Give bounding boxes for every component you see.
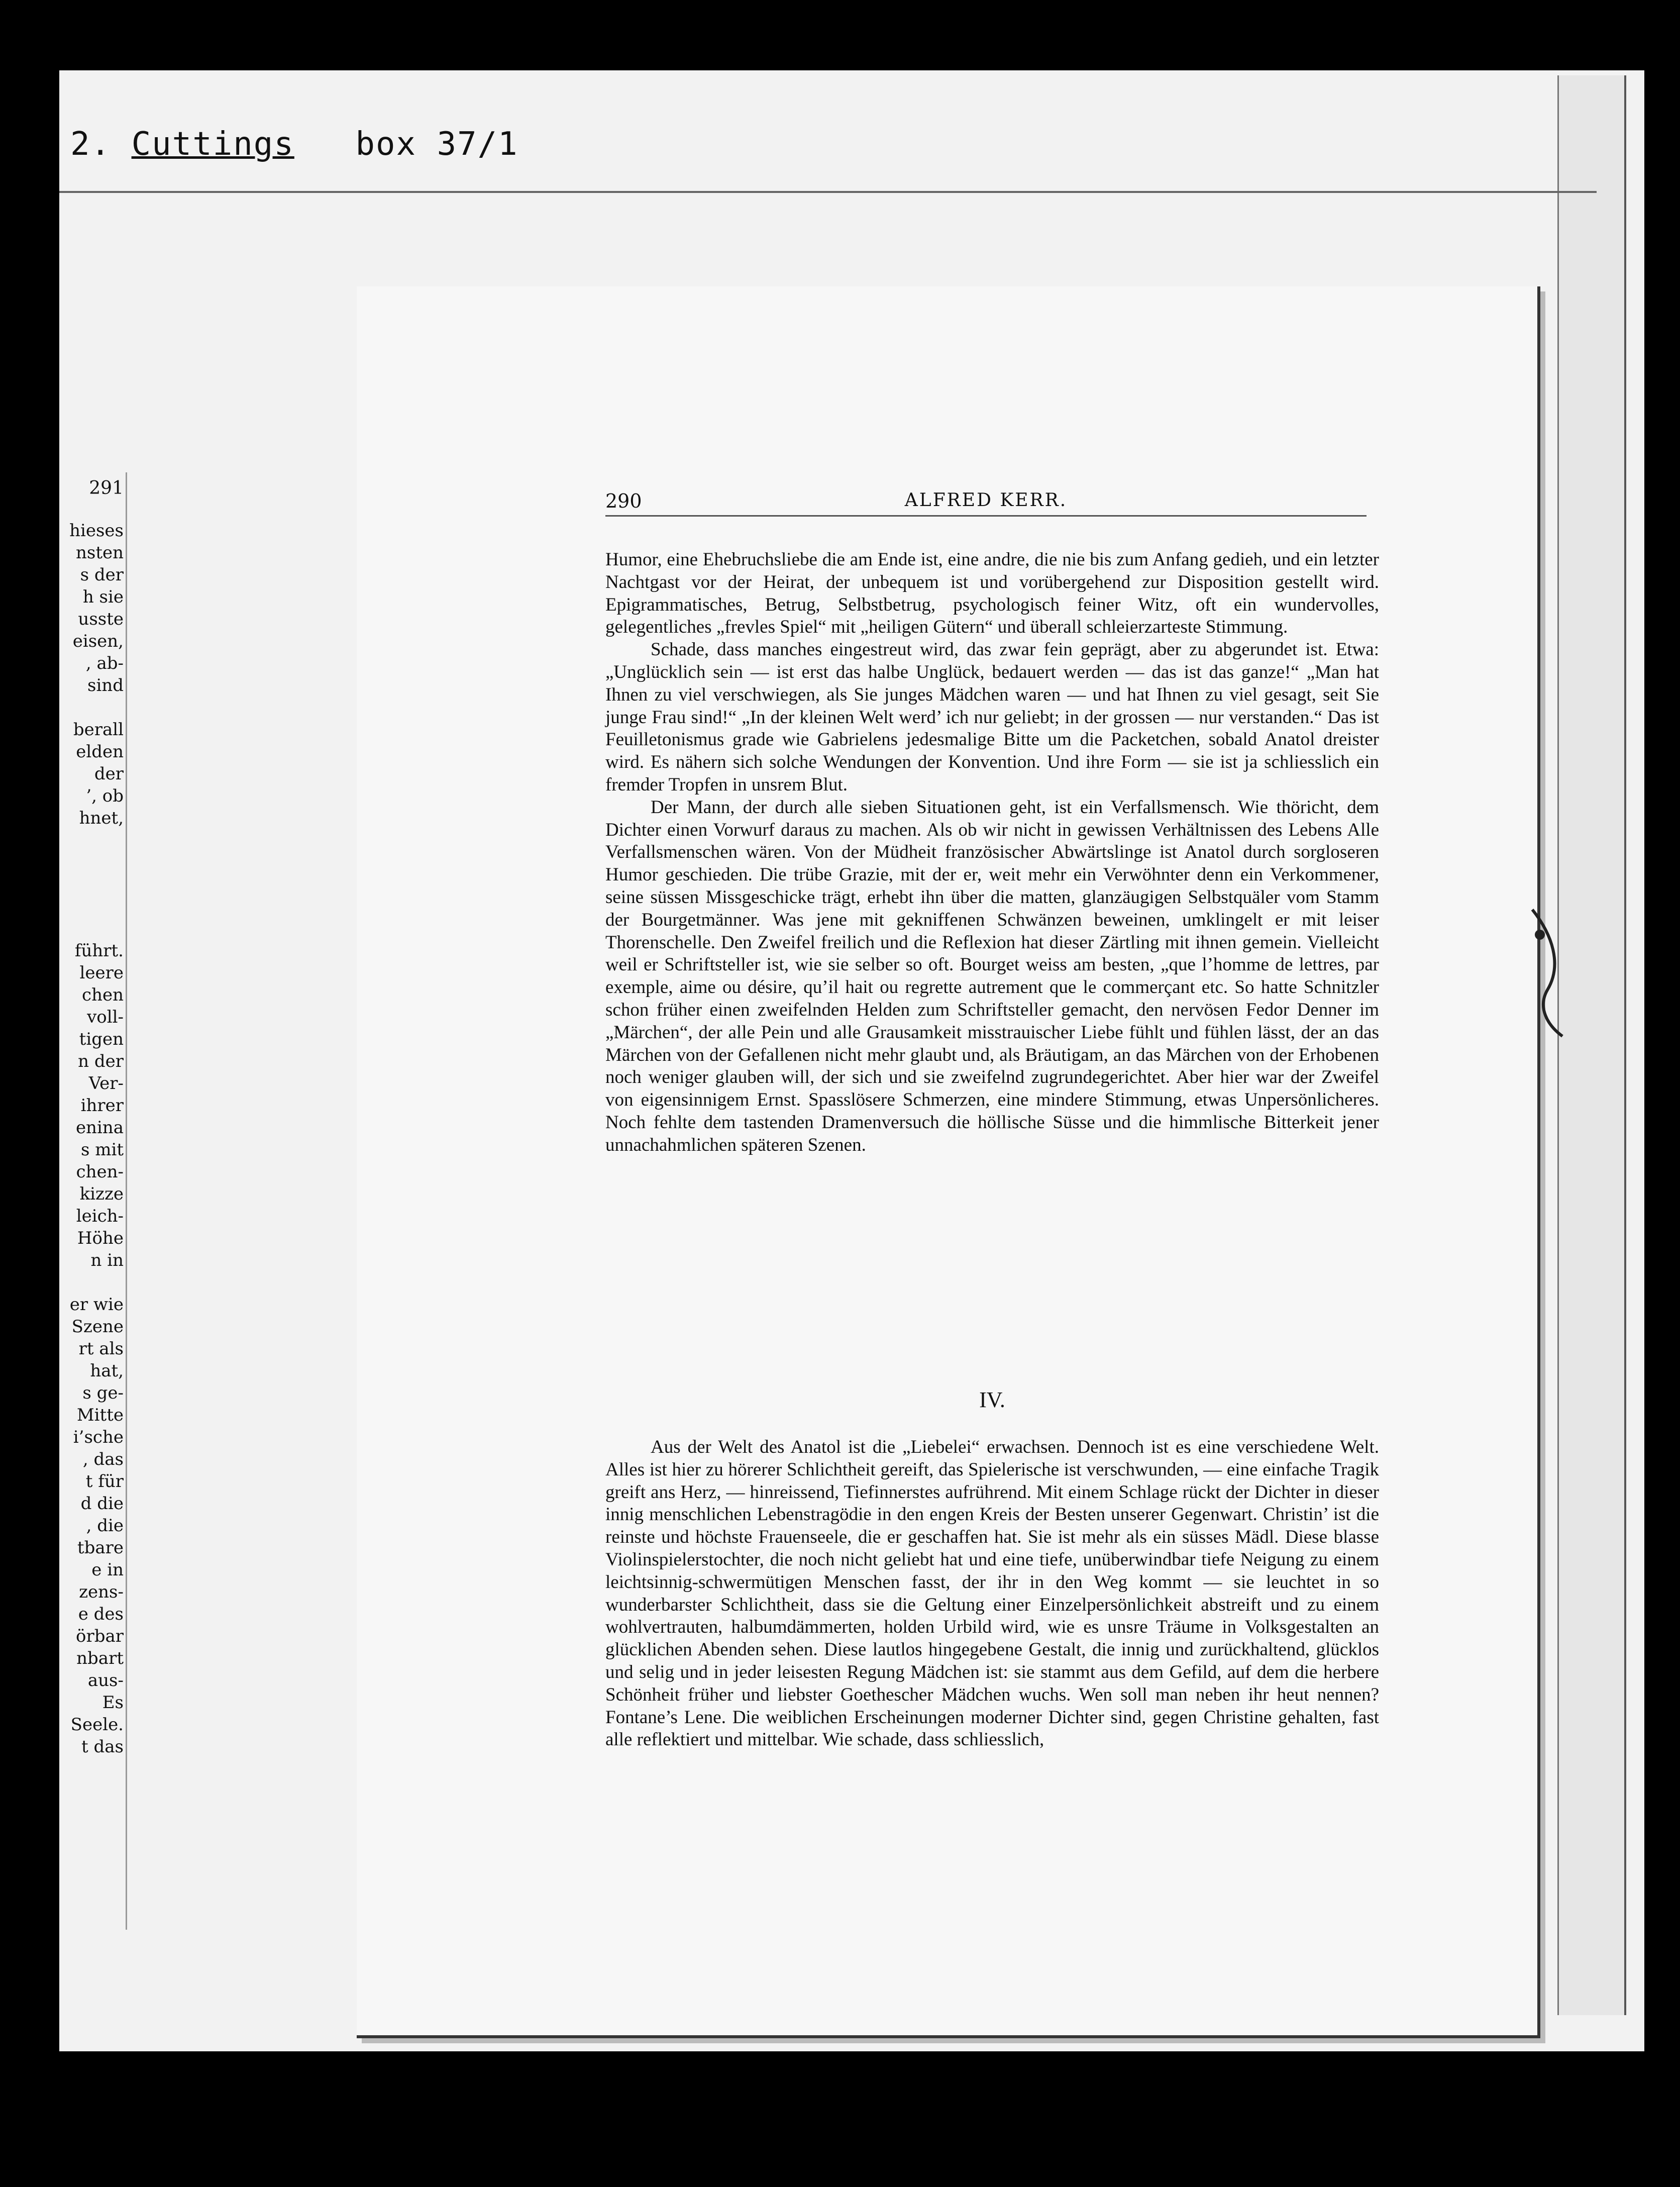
left-fragment-line: chen-: [76, 1162, 124, 1182]
left-fragment-line: n der: [78, 1051, 124, 1071]
left-fragment-line: führt.: [74, 941, 124, 961]
left-fragment-line: , die: [86, 1516, 124, 1536]
left-fragment-line: rt als: [78, 1339, 124, 1359]
left-fragment-gap: [59, 918, 124, 940]
left-fragment-line: enina: [75, 1118, 124, 1138]
page-number: 290: [605, 490, 642, 512]
left-fragment-line: e in: [91, 1560, 124, 1580]
left-fragment-line: i’sche: [73, 1427, 124, 1447]
label-category: Cuttings: [131, 126, 294, 163]
page-header: [605, 485, 1367, 517]
left-fragment-line: er wie: [69, 1295, 124, 1315]
left-fragment-gap: [59, 1271, 124, 1294]
left-fragment-line: eisen,: [72, 631, 124, 651]
left-fragment-line: tigen: [79, 1029, 124, 1049]
left-fragment-line: der: [94, 764, 124, 784]
left-fragment-line: t das: [81, 1737, 124, 1757]
left-fragment-gap: [59, 873, 124, 896]
left-fragment-gap: [59, 896, 124, 918]
left-fragment-line: elden: [76, 742, 124, 762]
left-fragment-line: s mit: [80, 1140, 124, 1160]
paragraph: Aus der Welt des Anatol ist die „Liebelei“ erwachsen. Dennoch ist es eine verschiedene Welt. Alles ist hier zu hörerer Schlichtheit gereift, das Spielerische ist verschwunden, — eine einfache Tragik greift ans Herz, — hinreissend, Tiefinnerstes aufrührend. Mit einem Schlage rückt der Dichter in dieser innig menschlichen Lebenstragödie in den engen Kreis der Besten unserer Gegenwart. Christin’ ist die reinste und höchste Frauenseele, die er geschaffen hat. Sie ist mehr als ein süsses Mädl. Diese blasse Violinspielerstochter, die noch nicht geliebt hat und eine tiefe, unüberwindbar tiefe Neigung zu einem leichtsinnig-schwermütigen Menschen fasst, der ihr in den Weg kommt — sie leuchtet in so wunderbarster Schlichtheit, dass sie die Geltung einer Einzelpersönlichkeit abstreift und zu einem wohlvertrauten, halbumdämmerten, holden Urbild wird, wie es unsre Träume in Volksgestalten an glücklichen Abenden sehen. Diese lautlos hingegebene Gestalt, die innig und zurückhaltend, glücklos und selig und in jeder leisesten Regung Mädchen ist: sie stammt aus dem Gefild, auf dem die herbere Schönheit früher und liebster Goethescher Mädchen wuchs. Wen soll man neben ihr heut nennen? Fontane’s Lene. Die weiblichen Erscheinungen moderner Dichter sind, gegen Christine gehalten, fast alle reflektiert und mittelbar. Wie schade, dass schliesslich,: [605, 1437, 1379, 1750]
label-rule: [59, 191, 1597, 193]
left-fragment-line: örbar: [75, 1626, 124, 1646]
left-fragment-line: , ab-: [85, 653, 124, 673]
binding-tie: [1517, 905, 1572, 1040]
left-fragment-line: aus-: [87, 1670, 124, 1691]
left-fragment-line: n in: [90, 1250, 124, 1270]
left-fragment-line: ’, ob: [86, 786, 124, 806]
left-fragment-gap: [59, 829, 124, 851]
left-fragment-line: leere: [79, 963, 124, 983]
body-text-upper: [605, 549, 1379, 1157]
left-fragment-line: kizze: [79, 1184, 124, 1204]
left-fragment-line: Seele.: [70, 1715, 124, 1735]
paragraph: Schade, dass manches eingestreut wird, das zwar fein geprägt, aber zu abgerundet ist. Etwa: „Unglücklich sein — ist erst das halbe Unglück, bedauert werden — das ist das ganze!“ „Man hat Ihnen zu viel verschwiegen, als Sie junges Mädchen waren — und hat Ihnen zu viel gesagt, seit Sie junge Frau sind!“ „In der kleinen Welt werd’ ich nur geliebt; in der grossen — nur verstanden.“ Das ist Feuilletonismus grade wie Gabrielens jedesmalige Bitte um die Packetchen, sobald Anatol dreister wird. Es nähern sich solche Wendungen der Konvention. Und ihre Form — sie ist ja schliesslich ein fremder Tropfen in unsrem Blut.: [605, 639, 1379, 795]
left-fragment-line: h sie: [82, 587, 124, 607]
back-sheet-edge: [1557, 75, 1626, 2015]
paragraph: Der Mann, der durch alle sieben Situationen geht, ist ein Verfallsmensch. Wie thöricht, dem Dichter einen Vorwurf daraus zu machen. Als ob wir nicht in gewissen Verhältnissen des Lebens Alle Verfallsmenschen wären. Von der Müdheit französischer Abwärtslinge ist Anatol durch sorgloseren Humor geschieden. Die trübe Grazie, mit der er, weit mehr ein Verwöhnter denn ein Verkommener, seine süssen Missgeschicke trägt, erhebt ihn über die matten, glanzäugigen Selbstquäler vom Stamm der Bourgetmänner. Was jene mit gekniffenen Schwänzen beweinen, umklingelt er mit leiser Thorenschelle. Den Zweifel freilich und die Reflexion hat dieser Zärtling mit ihnen gemein. Vielleicht weil er Schriftsteller ist, wie sie selber so oft. Bourget weiss am besten, „que l’homme de lettres, par exemple, aime ou désire, qu’il hait ou regrette autrement que le commerçant etc. So hatte Schnitzler schon früher einen zweifelnden Helden zum Schriftsteller gemacht, den nervösen Fedor Denner im „Märchen“, der alle Pein und alle Grausamkeit misstrauischer Liebe fühlt und fühlen lässt, der an das Märchen von der Gefallenen nicht mehr glaubt und, als Bräutigam, an das Märchen von der Erhobenen noch weniger glauben will, der sich und sie zweifelnd zugrundegerichtet. Aber hier war der Zweifel von eigensinnigem Ernst. Spasslösere Schmerzen, eine mindere Stimmung, etwas Unpersönlicheres. Noch fehlte dem tastenden Dramenversuch die höllische Süsse und die himmlische Bitterkeit jener unnachahmlichen späteren Szenen.: [605, 797, 1379, 1155]
paragraph: Humor, eine Ehebruchsliebe die am Ende ist, eine andre, die nie bis zum Anfang gedieh, und ein letzter Nachtgast vor der Heirat, der unbequem ist und vorübergehend zur Disposition gestellt wird. Epigrammatisches, Betrug, Selbstbetrug, psychologisch feiner Witz, oft ein wundervolles, gelegentliches „frevles Spiel“ mit „heiligen Gütern“ und überall schleierzarteste Stimmung.: [605, 549, 1379, 638]
left-fragment-line: , das: [82, 1449, 124, 1469]
left-fragment-line: Es: [102, 1693, 124, 1713]
left-fragment-gap: [59, 851, 124, 873]
left-fragment-line: d die: [80, 1494, 124, 1514]
left-fragment-line: t für: [85, 1471, 124, 1492]
left-fragment-line: nbart: [76, 1648, 124, 1668]
left-fragment-line: berall: [73, 720, 124, 740]
left-fragment-line: hnet,: [79, 808, 124, 828]
left-fragment-line: tbare: [77, 1538, 124, 1558]
label-prefix: 2.: [70, 126, 112, 163]
left-fragment-line: sind: [87, 675, 124, 695]
left-fragment-line: nsten: [75, 543, 124, 563]
left-fragment-line: ihrer: [80, 1096, 124, 1116]
left-fragment-line: hat,: [90, 1361, 124, 1381]
left-fragment-line: usste: [78, 609, 124, 629]
left-page-number: 291: [89, 478, 124, 499]
left-fragment-line: Mitte: [76, 1405, 124, 1425]
left-fragment-line: voll-: [87, 1007, 124, 1027]
archive-label: [70, 126, 518, 163]
left-fragment-line: s der: [80, 565, 124, 585]
running-title: ALFRED KERR.: [904, 490, 1068, 511]
left-fragment-line: Ver-: [88, 1073, 124, 1094]
section-number: IV.: [979, 1387, 1005, 1412]
left-fragment-line: chen: [82, 985, 124, 1005]
left-fragment-line: Szene: [71, 1317, 124, 1337]
left-page-fragment: [59, 477, 124, 1884]
left-fragment-line: hieses: [69, 521, 124, 541]
left-fragment-line: leich-: [76, 1206, 124, 1226]
left-fragment-line: e des: [78, 1604, 124, 1624]
label-box: box 37/1: [355, 126, 518, 163]
page-gutter: [126, 472, 127, 1930]
left-fragment-gap: [59, 697, 124, 719]
left-fragment-line: zens-: [79, 1582, 124, 1602]
left-fragment-line: s ge-: [82, 1383, 124, 1403]
body-text-lower: [605, 1436, 1379, 1751]
left-fragment-line: Höhe: [77, 1228, 124, 1248]
